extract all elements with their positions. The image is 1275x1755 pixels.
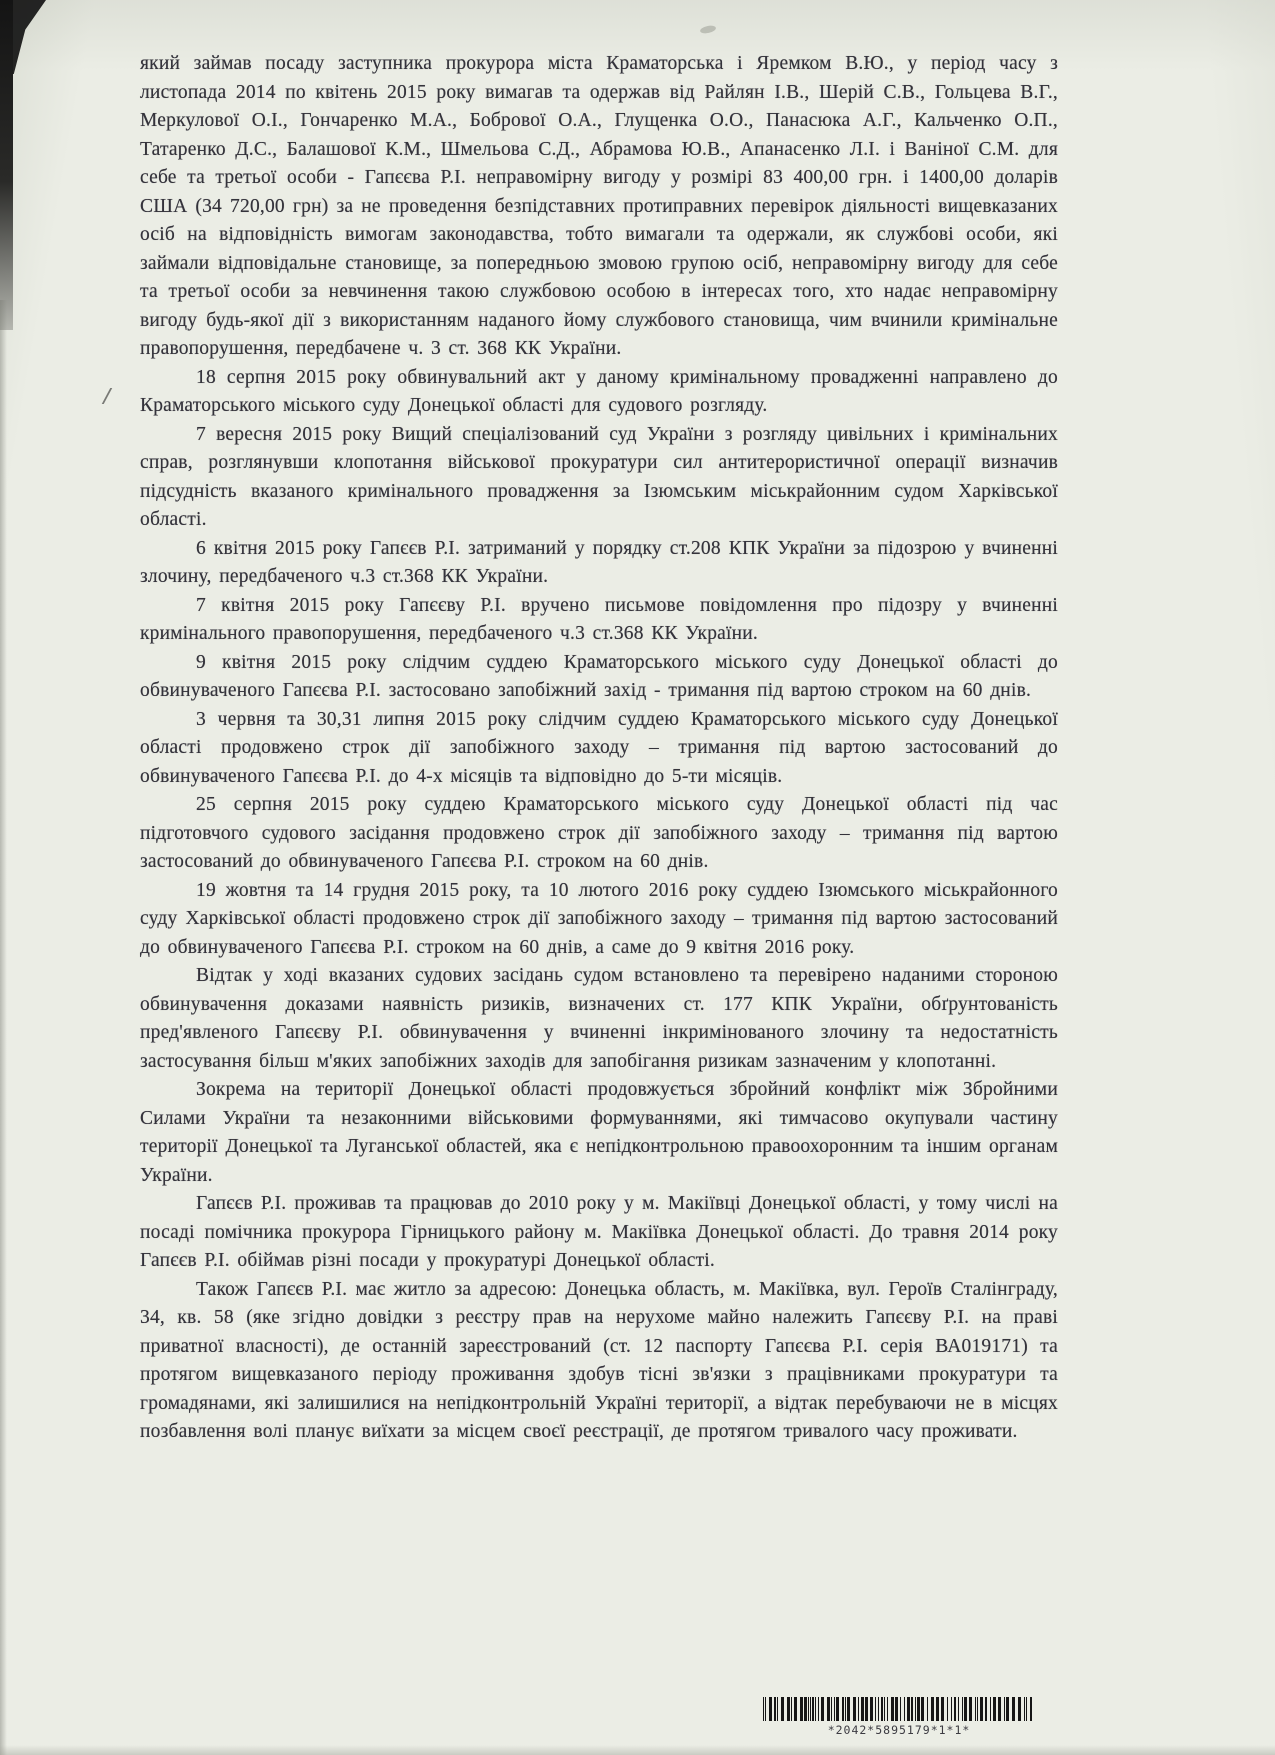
paragraph: 18 серпня 2015 року обвинувальний акт у даному кримінальному провадженні направлено до Краматорського міського суду Донецької області для судового розгляду. bbox=[140, 366, 1058, 416]
paragraph: 25 серпня 2015 року суддею Краматорського міського суду Донецької області під час підготовчого судового засідання продовжено строк дії запобіжного заходу – тримання під вартою застосований до обвинуваченого Гапєєва Р.І. строком на 60 днів. bbox=[140, 794, 1058, 872]
barcode-label: *2042*5895179*1*1* bbox=[827, 1723, 971, 1737]
paragraph: 6 квітня 2015 року Гапєєв Р.І. затриманий у порядку ст.208 КПК України за підозрою у вчиненні злочину, передбаченого ч.3 ст.368 КК України. bbox=[140, 537, 1058, 587]
barcode bbox=[757, 1697, 1041, 1739]
scan-artifact-left-edge-dark bbox=[0, 0, 13, 330]
scan-artifact-bottom-shade bbox=[0, 1745, 1275, 1755]
paragraph: 19 жовтня та 14 грудня 2015 року, та 10 лютого 2016 року суддею Ізюмського міськрайонного суду Харківської області продовжено строк дії запобіжного заходу – тримання під вартою застосований до обвинуваченого Гапєєва Р.І. строком на 60 днів, а саме до 9 квітня 2016 року. bbox=[140, 879, 1058, 958]
paragraph: який займав посаду заступника прокурора міста Краматорська і Яремком В.Ю., у період часу з листопада 2014 по квітень 2015 року вимагав та одержав від Райлян І.В., Шерій С.В., Гольцева В.Г., Меркулової О.І., Гончаренко М.А., Бобрової О.А., Глущенка О.О., Панасюка А.Г., Кальченко О.П., Татаренко Д.С., Балашової К.М., Шмельова С.Д., Абрамова Ю.В., Апанасенко Л.І. і Ваніної С.М. для себе та третьої особи - Гапєєва Р.І. неправомірну вигоду у розмірі 83 400,00 грн. і 1400,00 доларів США (34 720,00 грн) за не проведення безпідставних протиправних перевірок діяльності вищевказаних осіб на відповідність вимогам законодавства, тобто вимагали та одержали, як службові особи, які займали відповідальне становище, за попередньою змовою групою осіб, неправомірну вигоду для себе та третьої особи за невчинення такою службовою особою в інтересах того, хто надає неправомірну вигоду будь-якої дії з використанням наданого йому службового становища, чим вчинили кримінальне правопорушення, передбачене ч. 3 ст. 368 КК України. bbox=[140, 53, 1058, 359]
paragraph: Також Гапєєв Р.І. має житло за адресою: Донецька область, м. Макіївка, вул. Героїв Сталінграду, 34, кв. 58 (яке згідно довідки з реєстру прав на нерухоме майно належить Гапєєву Р.І. на праві приватної власності), де останній зареєстрований (ст. 12 паспорту Гапєєва Р.І. серія ВА019171) та протягом вищевказаного періоду проживання здобув тісні зв'язки з працівниками прокуратури та громадянами, які залишилися на непідконтрольній Україні території, а відтак перебуваючи не в місцях позбавлення волі планує виїхати за місцем своєї реєстрації, де протягом тривалого часу проживати. bbox=[140, 1278, 1058, 1442]
paragraph: 7 вересня 2015 року Вищий спеціалізований суд України з розгляду цивільних і кримінальних справ, розглянувши клопотання військової прокуратури сил антитерористичної операції визначив підсудність вказаного кримінального провадження за Ізюмським міськрайонним судом Харківської області. bbox=[140, 423, 1058, 530]
paragraph: 7 квітня 2015 року Гапєєву Р.І. вручено письмове повідомлення про підозру у вчиненні кримінального правопорушення, передбаченого ч.3 ст.368 КК України. bbox=[140, 594, 1058, 644]
paragraph: Зокрема на території Донецької області продовжується збройний конфлікт між Збройними Силами України та незаконними військовими формуваннями, які тимчасово окупували частину території Донецької та Луганської областей, яка є непідконтрольною правоохоронним та іншим органам України. bbox=[140, 1079, 1058, 1186]
scan-artifact-smudge bbox=[699, 24, 716, 34]
document-body bbox=[140, 50, 1058, 1447]
scan-artifact-tick bbox=[92, 388, 113, 404]
barcode-stripes-icon bbox=[757, 1697, 1041, 1721]
paragraph: Відтак у ході вказаних судових засідань судом встановлено та перевірено наданими стороною обвинувачення доказами наявність ризиків, визначених ст. 177 КПК України, обґрунтованість пред'явленого Гапєєву Р.І. обвинувачення у вчиненні інкримінованого злочину та недостатність застосування більш м'яких запобіжних заходів для запобігання ризикам зазначеним у клопотанні. bbox=[140, 965, 1058, 1072]
paragraph: Гапєєв Р.І. проживав та працював до 2010 року у м. Макіївці Донецької області, у тому числі на посаді помічника прокурора Гірницького району м. Макіївка Донецької області. До травня 2014 року Гапєєв Р.І. обіймав різні посади у прокуратурі Донецької області. bbox=[140, 1193, 1058, 1271]
scan-artifact-left-edge-gray bbox=[0, 300, 7, 1755]
paragraph: 3 червня та 30,31 липня 2015 року слідчим суддею Краматорського міського суду Донецької області продовжено строк дії запобіжного заходу – тримання під вартою застосований до обвинуваченого Гапєєва Р.І. до 4-х місяців та відповідно до 5-ти місяців. bbox=[140, 708, 1058, 787]
paragraph: 9 квітня 2015 року слідчим суддею Краматорського міського суду Донецької області до обвинуваченого Гапєєва Р.І. застосовано запобіжний захід - тримання під вартою строком на 60 днів. bbox=[140, 651, 1058, 701]
